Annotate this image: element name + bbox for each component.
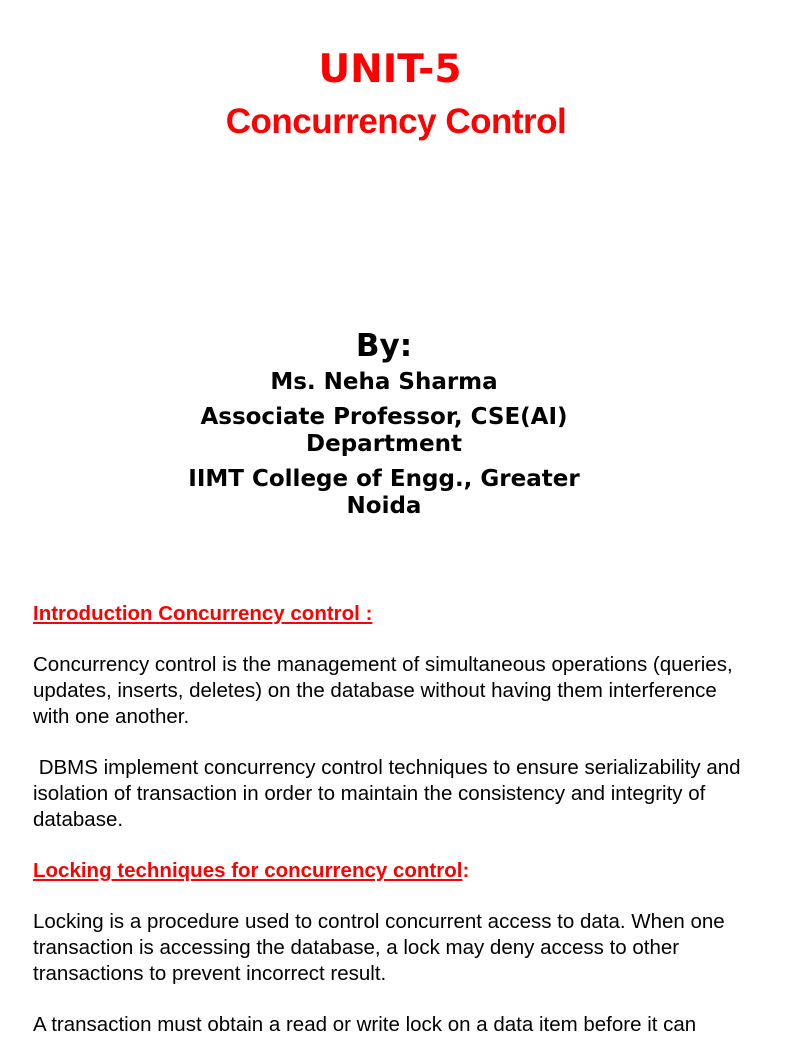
locking-heading-paragraph xyxy=(33,858,743,884)
intro-heading: Introduction Concurrency control : xyxy=(33,602,373,625)
locking-heading-colon: : xyxy=(462,858,470,882)
author-block xyxy=(150,369,618,528)
final-paragraph: A transaction must obtain a read or write lock on a data item before it can xyxy=(33,1013,697,1037)
locking-heading: Locking techniques for concurrency control xyxy=(33,858,463,882)
author-designation-line2: Department xyxy=(306,431,462,457)
locking-paragraph: Locking is a procedure used to control concurrent access to data. When one transaction is accessing the database, a lock may deny access to other transactions to prevent incorrect result. xyxy=(33,910,725,985)
author-name: Ms. Neha Sharma xyxy=(270,369,498,395)
unit-title: UNIT-5 xyxy=(318,47,462,92)
author-institution xyxy=(150,466,618,520)
author-institution-line2: Noida xyxy=(346,493,422,519)
document-body xyxy=(33,601,743,1064)
intro-paragraph: Concurrency control is the management of simultaneous operations (queries, updates, inserts, deletes) on the database without having them interference with one another. xyxy=(33,653,733,728)
author-institution-line1: IIMT College of Engg., Greater xyxy=(188,466,580,492)
author-designation xyxy=(150,404,618,458)
author-designation-line1: Associate Professor, CSE(AI) xyxy=(200,404,568,430)
by-label: By: xyxy=(355,328,413,364)
dbms-paragraph: DBMS implement concurrency control techniques to ensure serializability and isolation of transaction in order to maintain the consistency and integrity of database. xyxy=(33,756,741,831)
unit-subtitle: Concurrency Control xyxy=(225,102,567,141)
intro-heading-paragraph xyxy=(33,601,743,627)
